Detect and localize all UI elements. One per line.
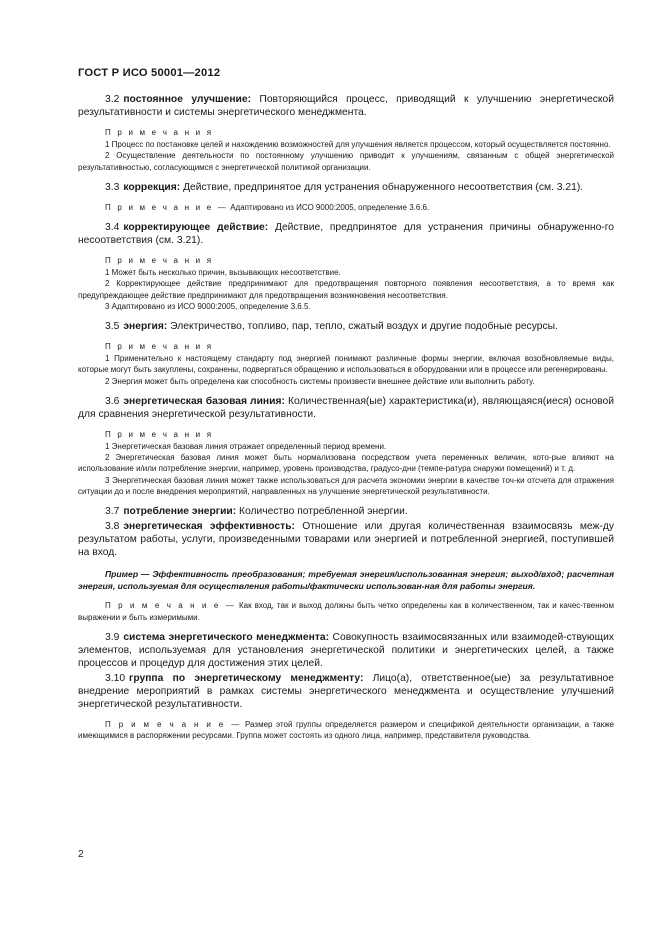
clause-3-10 [78,672,614,711]
clause-3-3 [78,181,614,194]
definition: Действие, предпринятое для устранения обнаруженного несоответствия (см. 3.21). [180,181,584,193]
notes-label: П р и м е ч а н и я [105,429,214,439]
clause-number: 3.9 [105,631,120,643]
term: система энергетического менеджмента: [123,631,330,643]
note: 2 Осуществление деятельности по постоянному улучшению приводит к улучшениям, связанным с общей энергетической результативностью, согласующимся с энергетической политикой организации. [78,151,614,172]
definition: Количество потребленной энергии. [236,506,408,518]
definition: Количественная(ые) характеристика(и), являющаяся(иеся) основой для сравнения энергетической результативности. [78,395,614,420]
definition: Повторяющийся процесс, приводящий к улучшению энергетической результативности и системы энергетического менеджмента. [78,94,614,118]
note-label: П р и м е ч а н и е — [105,719,242,729]
clause-number: 3.7 [105,506,120,518]
term: корректирующее действие: [123,222,269,234]
notes-label: П р и м е ч а н и я [105,128,214,137]
note-label: П р и м е ч а н и е — [105,202,228,212]
clause-number: 3.2 [105,94,120,105]
note-text: Как вход, так и выход должны быть четко определены как в количественном, так и качес-твенном выражении и быть измеримыми. [78,601,614,622]
example: Пример — Эффективность преобразования; требуемая энергия/использованная энергия; выход/вход; расчетная энергия, используемая для осуществления работы/фактически использован-ная для работы энергия. [78,569,614,592]
notes-label: П р и м е ч а н и я [105,342,214,352]
note: 2 Энергия может быть определена как способность системы произвести внешнее действие или выполнить работу. [105,376,535,386]
clause-number: 3.8 [105,521,120,533]
term: постоянное улучшение: [123,94,252,105]
term: энергия: [123,321,168,333]
note-label: П р и м е ч а н и е — [105,601,236,611]
note: 1 Может быть несколько причин, вызывающих несоответствие. [105,268,341,278]
notes-label: П р и м е ч а н и я [105,256,214,266]
definition: Лицо(а), ответственное(ые) за результативное внедрение мероприятий в рамках системы энергетического менеджмента и осуществление улучшений энергетической результативности. [78,672,614,710]
definition: Электричество, топливо, пар, тепло, сжатый воздух и другие подобные ресурсы. [167,321,558,333]
clause-3-5 [78,320,614,333]
clause-number: 3.5 [105,321,120,333]
document-body [78,93,614,741]
note: 1 Процесс по постановке целей и нахождению возможностей для улучшения является процессом, который осуществляется постоянно. [105,140,611,150]
clause-3-4 [78,221,614,247]
clause-3-2 [78,93,614,119]
clause-3-9 [78,631,614,670]
note [78,202,614,213]
definition: Отношение или другая количественная взаимосвязь меж-ду результатом работы, услуги, произведенными товарами или энергией и потребленной энергией, поступившей на вход. [78,521,614,559]
clause-3-8 [78,520,614,559]
note-text: Адаптировано из ИСО 9000:2005, определение 3.6.6. [228,202,430,212]
note [78,719,614,741]
term: группа по энергетическому менеджменту: [129,672,364,684]
clause-number: 3.4 [105,222,120,234]
note: 1 Энергетическая базовая линия отражает определенный период времени. [105,442,387,452]
term: энергетическая базовая линия: [123,395,285,407]
definition: Действие, предпринятое для устранения причины обнаруженно-го несоответствия (см. 3.21). [78,222,614,247]
note: 2 Энергетическая базовая линия может быть нормализована посредством учета переменных величин, кото-рые влияют на использование и/или потребление энергии, например, уровень производства, градусо-дни (темпе-ратура снаружи помещений) и т. д. [78,453,614,474]
clause-number: 3.3 [105,181,120,193]
term: потребление энергии: [123,506,237,518]
note: 2 Корректирующее действие предпринимают для предотвращения повторного появления несоответствия, а то время как предупреждающее действие предпринимают для предотвращения возникновения несоответствия. [78,279,614,300]
clause-3-6 [78,395,614,421]
note: 3 Энергетическая базовая линия может также использоваться для расчета экономии энергии в качестве точ-ки отсчета для отражения ситуации до и после внедрения мероприятий, направленных на улучшение энергетической результативности. [78,475,614,496]
term: энергетическая эффективность: [123,521,295,533]
clause-number: 3.6 [105,395,120,407]
note: 1 Применительно к настоящему стандарту под энергией понимают различные формы энергии, включая возобновляемые виды, которые могут быть закуплены, сохранены, подвергаться обращению и использоваться в оборудовании или в процессе или регенерированы. [78,354,614,375]
standard-header: ГОСТ Р ИСО 50001—2012 [78,67,221,79]
definition: Совокупность взаимосвязанных или взаимодей-ствующих элементов, используемая для установления энергетической политики и энергетических целей, а также процессов и процедур для достижения этих целей. [78,631,614,669]
note: 3 Адаптировано из ИСО 9000:2005, определение 3.6.5. [105,301,311,311]
clause-number: 3.10 [105,672,126,684]
note [78,600,614,622]
clause-3-7 [78,505,614,518]
note-text: Размер этой группы определяется размером и спецификой деятельности организации, а также имеющимися в распоряжении ресурсами. Группа может состоять из одного лица, например, представителя руководства. [78,719,614,741]
term: коррекция: [123,181,181,193]
page-number: 2 [78,849,84,860]
